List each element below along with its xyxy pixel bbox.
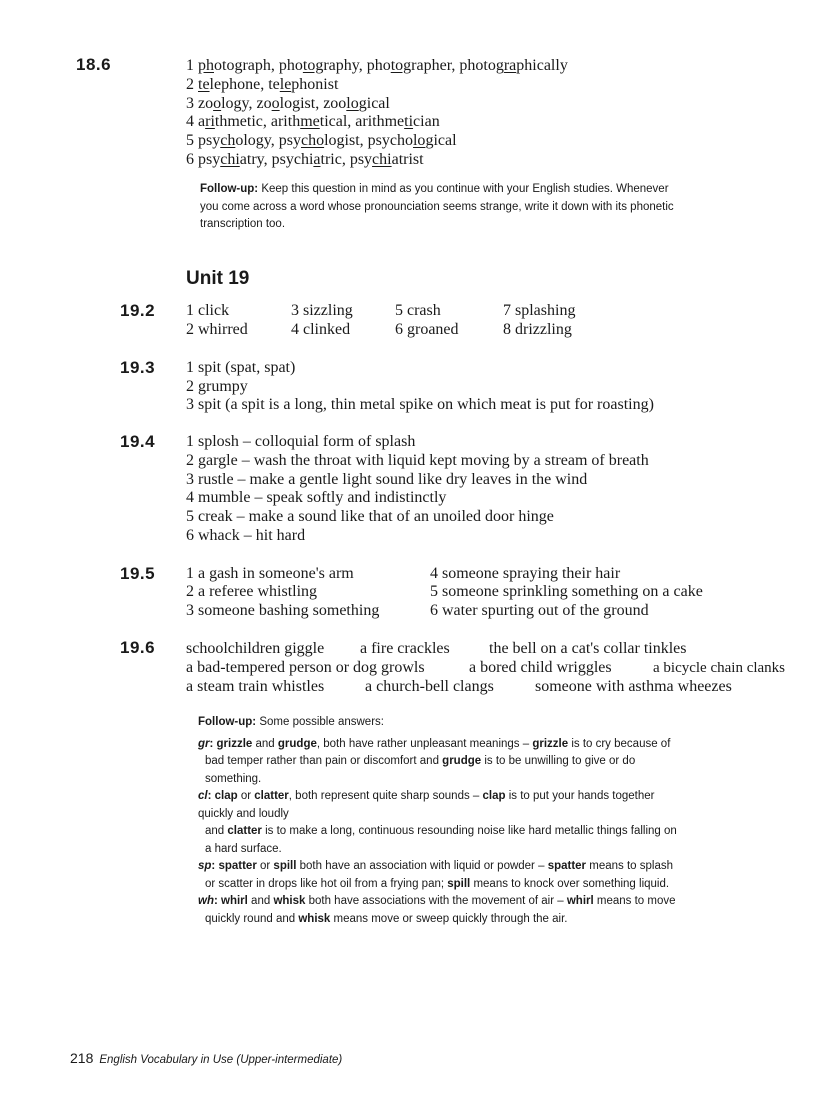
answer-18-6-2: 2 telephone, telephonist	[186, 76, 339, 93]
followup-18-6: Follow-up: Keep this question in mind as you continue with your English studies. Whenever you come across a word whose pronounciation seems strange, write it down with its phonetic transcription too.	[200, 183, 674, 230]
book-title: English Vocabulary in Use (Upper-intermediate)	[99, 1054, 343, 1066]
answer-18-6-3: 3 zoology, zoologist, zoological	[186, 95, 390, 112]
unit-title: Unit 19	[186, 268, 250, 289]
followup-19-6: Follow-up: Some possible answers: gr: grizzle and grudge, both have rather unpleasant meanings – grizzle is to cry because of bad temper rather than pain or discomfort and grudge is to be unwilling to give or do something. cl: clap or clatter, both represent quite sharp sounds – clap is to put your hands together quickly and loudly and clatter is to make a long, continuous resounding noise like hard metallic things falling on a hard surface. sp: spatter or spill both have an association with liquid or powder – spatter means to splash or scatter in drops like hot oil from a frying pan; spill means to knock over something liquid. wh: whirl and whisk both have associations with the movement of air – whirl means to move quickly round and whisk means move or sweep quickly through the air.	[198, 716, 677, 925]
answer-18-6-5: 5 psychology, psychologist, psychological	[186, 132, 457, 149]
section-number-19-3: 19.3	[120, 358, 156, 377]
section-number-19-4: 19.4	[120, 432, 156, 451]
section-number-19-5: 19.5	[120, 564, 156, 583]
section-number-18-6: 18.6	[76, 55, 112, 74]
page-footer	[70, 1050, 342, 1068]
answer-18-6-6: 6 psychiatry, psychiatric, psychiatrist	[186, 151, 424, 168]
answer-18-6-1: 1 photograph, photography, photographer, photographically	[186, 57, 568, 74]
section-number-19-2: 19.2	[120, 301, 156, 320]
answer-18-6-4: 4 arithmetic, arithmetical, arithmetician	[186, 113, 440, 130]
page-number: 218	[70, 1050, 94, 1066]
section-number-19-6: 19.6	[120, 638, 156, 657]
